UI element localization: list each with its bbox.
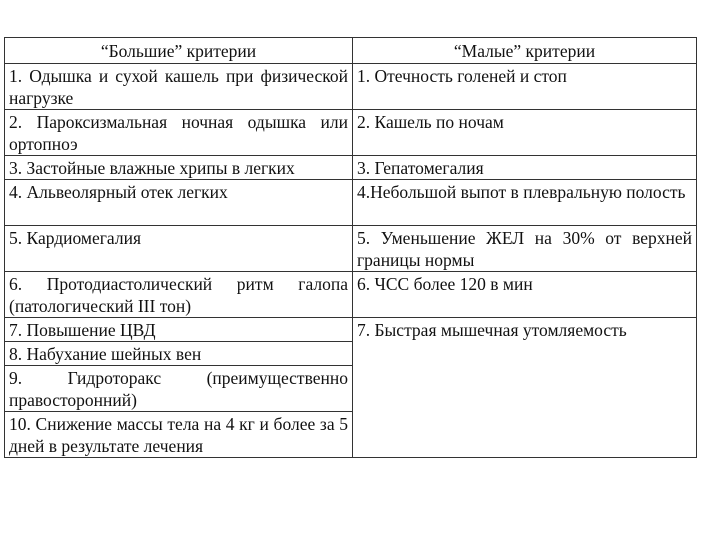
table-row <box>5 226 697 272</box>
major-criterion-10: 10. Снижение массы тела на 4 кг и более за 5 дней в результате лечения <box>5 412 353 458</box>
table-row <box>5 156 697 180</box>
major-criterion-5: 5. Кардиомегалия <box>5 226 353 272</box>
header-minor-criteria: “Малые” критерии <box>353 38 697 64</box>
minor-criterion-3: 3. Гепатомегалия <box>353 156 697 180</box>
minor-criterion-5: 5. Уменьшение ЖЕЛ на 30% от верхней границы нормы <box>353 226 697 272</box>
major-criterion-6: 6. Протодиастолический ритм галопа (патологический III тон) <box>5 272 353 318</box>
major-criterion-3: 3. Застойные влажные хрипы в легких <box>5 156 353 180</box>
major-criterion-8: 8. Набухание шейных вен <box>5 342 353 366</box>
table-row <box>5 272 697 318</box>
major-criterion-9: 9. Гидроторакс (преимущественно правосторонний) <box>5 366 353 412</box>
table-row <box>5 318 697 342</box>
minor-criterion-2: 2. Кашель по ночам <box>353 110 697 156</box>
minor-criterion-6: 6. ЧСС более 120 в мин <box>353 272 697 318</box>
table-header-row <box>5 38 697 64</box>
minor-criterion-7: 7. Быстрая мышечная утомляемость <box>353 318 697 458</box>
minor-criterion-1: 1. Отечность голеней и стоп <box>353 64 697 110</box>
major-criterion-4: 4. Альвеолярный отек легких <box>5 180 353 226</box>
header-major-criteria: “Большие” критерии <box>5 38 353 64</box>
major-criterion-7: 7. Повышение ЦВД <box>5 318 353 342</box>
table-row <box>5 180 697 226</box>
criteria-table <box>4 37 697 458</box>
table-row <box>5 110 697 156</box>
minor-criterion-4: 4.Небольшой выпот в плевральную полость <box>353 180 697 226</box>
major-criterion-2: 2. Пароксизмальная ночная одышка или ортопноэ <box>5 110 353 156</box>
major-criterion-1: 1. Одышка и сухой кашель при физической нагрузке <box>5 64 353 110</box>
table-row <box>5 64 697 110</box>
